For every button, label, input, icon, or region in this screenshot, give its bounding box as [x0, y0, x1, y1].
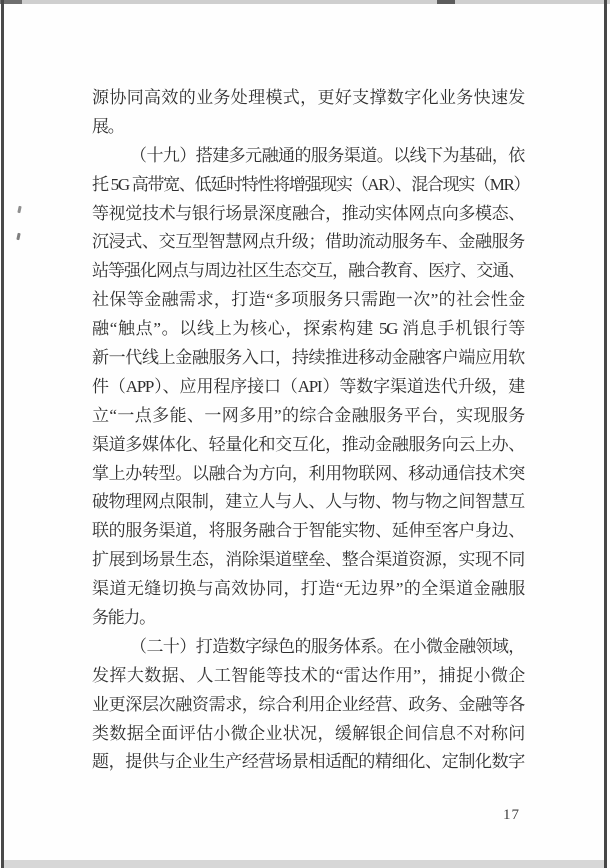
text-line: 发挥大数据、人工智能等技术的“雷达作用”，捕捉小微企 — [92, 665, 524, 685]
text-line: 沉浸式、交互型智慧网点升级；借助流动服务车、金融服务 — [92, 232, 524, 252]
scan-edge-bottom — [4, 860, 604, 868]
text-line: 托 5G 高带宽、低延时特性将增强现实（AR）、混合现实（MR） — [92, 174, 530, 194]
scan-edge-top — [0, 0, 610, 4]
text-line: 等视觉技术与银行场景深度融合，推动实体网点向多模态、 — [92, 203, 524, 223]
scan-edge-top-smudge — [437, 0, 455, 4]
section-19-heading-line: （十九）搭建多元融通的服务渠道。以线下为基础，依 — [130, 145, 524, 165]
text-line: 立“一点多能、一网多用”的综合金融服务平台，实现服务 — [92, 405, 524, 425]
text-line: 题，提供与企业生产经营场景相适配的精细化、定制化数字 — [92, 752, 524, 772]
page-number: 17 — [503, 807, 520, 823]
text-line: 业更深层次融资需求，综合利用企业经营、政务、金融等各 — [92, 694, 524, 714]
text-line: 扩展到场景生态，消除渠道壁垒、整合渠道资源，实现不同 — [92, 550, 524, 570]
text-line: 融“触点”。以线上为核心，探索构建 5G 消息手机银行等 — [92, 319, 524, 339]
text-line: 渠道多媒体化、轻量化和交互化，推动金融服务向云上办、 — [92, 434, 524, 454]
text-line: 新一代线上金融服务入口，持续推进移动金融客户端应用软 — [92, 348, 524, 368]
scan-artifact-mark — [16, 233, 20, 240]
scan-edge-left — [1, 0, 4, 868]
scan-edge-right — [604, 0, 607, 868]
text-line: 展。 — [92, 116, 124, 136]
section-20-heading-line: （二十）打造数字绿色的服务体系。在小微金融领域， — [130, 636, 524, 656]
text-line: 站等强化网点与周边社区生态交互，融合教育、医疗、交通、 — [92, 261, 524, 281]
text-line: 源协同高效的业务处理模式，更好支撑数字化业务快速发 — [92, 88, 524, 107]
text-line: 渠道无缝切换与高效协同，打造“无边界”的全渠道金融服 — [92, 579, 524, 599]
document-body — [92, 84, 530, 777]
text-line: 社保等金融需求，打造“多项服务只需跑一次”的社会性金 — [92, 290, 524, 310]
text-line: 联的服务渠道，将服务融合于智能实物、延伸至客户身边、 — [92, 521, 524, 541]
text-line: 件（APP）、应用程序接口（API）等数字渠道迭代升级，建 — [92, 376, 524, 396]
text-line: 破物理网点限制，建立人与人、人与物、物与物之间智慧互 — [92, 492, 524, 512]
text-line: 类数据全面评估小微企业状况，缓解银企间信息不对称问 — [92, 723, 524, 743]
scan-artifact-mark — [17, 206, 21, 213]
text-line: 务能力。 — [92, 608, 155, 628]
text-line: 掌上办转型。以融合为方向，利用物联网、移动通信技术突 — [92, 463, 524, 483]
